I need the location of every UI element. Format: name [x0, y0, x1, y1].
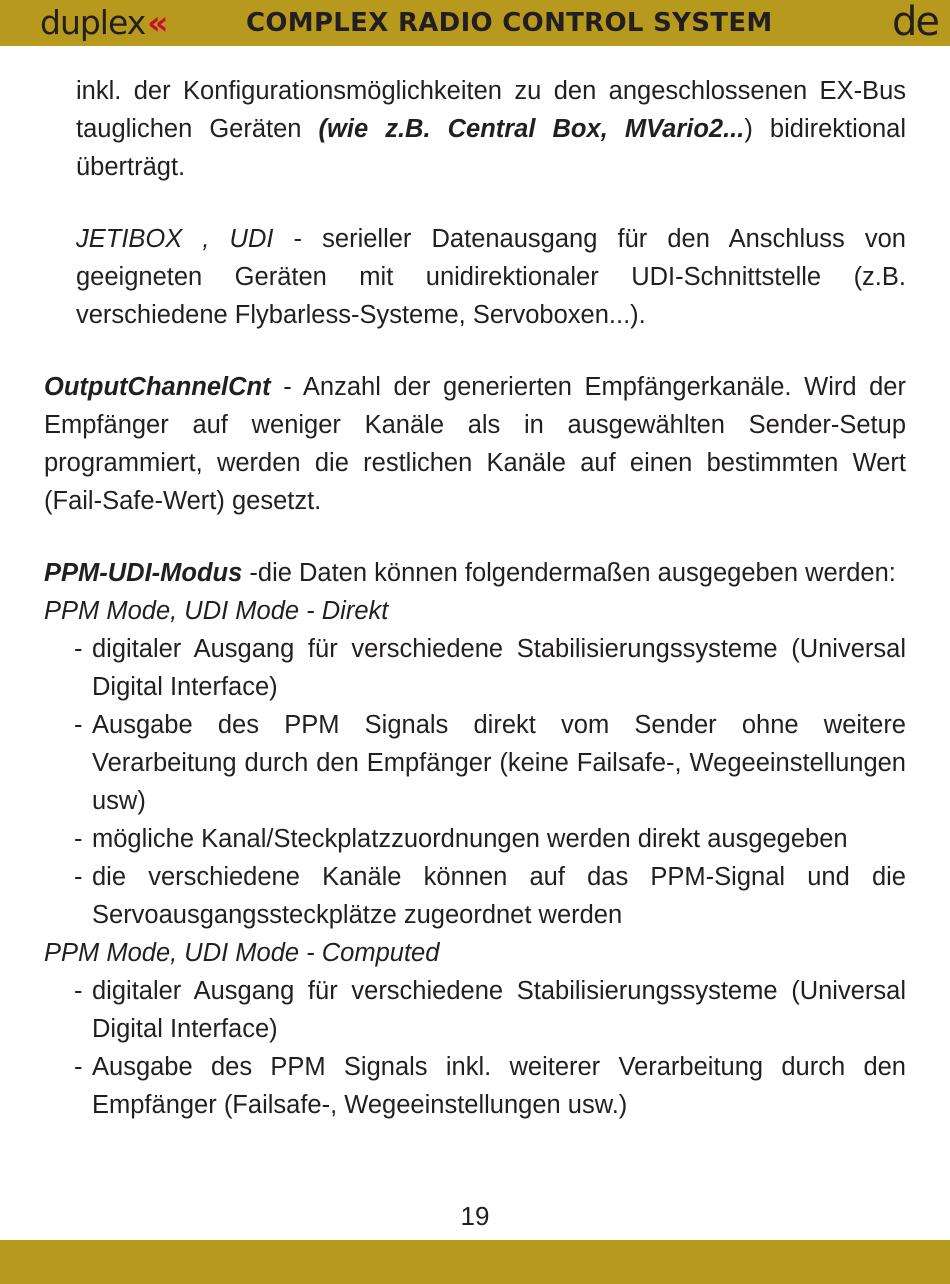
list-item: - digitaler Ausgang für verschiedene Stabilisierungssysteme (Universal Digital Interface) — [74, 972, 906, 1048]
paragraph-text: ) bidirektional überträgt. — [76, 115, 906, 181]
term-ppm-udi-modus: PPM-UDI-Modus — [44, 559, 243, 587]
list-item: - Ausgabe des PPM Signals direkt vom Sender ohne weitere Verarbeitung durch den Empfänger (keine Failsafe-, Wegeeinstellungen usw) — [74, 706, 906, 820]
list-item: - digitaler Ausgang für verschiedene Stabilisierungssysteme (Universal Digital Interface) — [74, 630, 906, 706]
logo-chevron-icon: « — [147, 3, 165, 42]
page-content — [44, 72, 906, 1124]
paragraph-text: - serieller Datenausgang für den Anschluss von geeigneten Geräten mit unidirektionaler UDI-Schnittstelle (z.B. verschiedene Flybarless-Systeme, Servoboxen...). — [76, 225, 906, 329]
paragraph-text: - Anzahl der generierten Empfängerkanäle. Wird der Empfänger auf weniger Kanäle als in ausgewählten Sender-Setup programmiert, werden die restlichen Kanäle auf einen bestimmten Wert (Fail-Safe-Wert) gesetzt. — [44, 373, 906, 515]
list-mode-direkt — [44, 630, 906, 934]
paragraph-ppm-udi-modus — [44, 554, 906, 592]
mode-heading-computed: PPM Mode, UDI Mode - Computed — [44, 939, 440, 967]
paragraph-output-channel-cnt — [44, 368, 906, 520]
paragraph-text: -die Daten können folgendermaßen ausgegeben werden: — [242, 559, 896, 587]
page-number: 19 — [460, 1201, 490, 1231]
page-header — [0, 0, 950, 46]
language-code: de — [892, 0, 938, 45]
list-item: - Ausgabe des PPM Signals inkl. weiterer Verarbeitung durch den Empfänger (Failsafe-, Wegeeinstellungen usw.) — [74, 1048, 906, 1124]
footer-bar — [0, 1240, 950, 1284]
paragraph-jetibox-udi — [44, 220, 906, 334]
paragraph-exbus — [44, 72, 906, 186]
emphasis-devices: (wie z.B. Central Box, MVario2... — [318, 115, 745, 143]
duplex-logo — [40, 3, 165, 43]
list-mode-computed — [44, 972, 906, 1124]
term-jetibox-udi: JETIBOX , UDI — [76, 225, 274, 253]
list-item: - die verschiedene Kanäle können auf das PPM-Signal und die Servoausgangssteckplätze zugeordnet werden — [74, 858, 906, 934]
term-output-channel-cnt: OutputChannelCnt — [44, 373, 271, 401]
logo-text: duplex — [40, 3, 146, 42]
paragraph-text: inkl. der Konfigurationsmöglichkeiten zu den angeschlossenen EX-Bus tauglichen Geräten — [76, 77, 906, 143]
list-item: - mögliche Kanal/Steckplatzzuordnungen werden direkt ausgegeben — [74, 820, 906, 858]
header-title: COMPLEX RADIO CONTROL SYSTEM — [246, 8, 773, 38]
mode-heading-direkt: PPM Mode, UDI Mode - Direkt — [44, 597, 389, 625]
